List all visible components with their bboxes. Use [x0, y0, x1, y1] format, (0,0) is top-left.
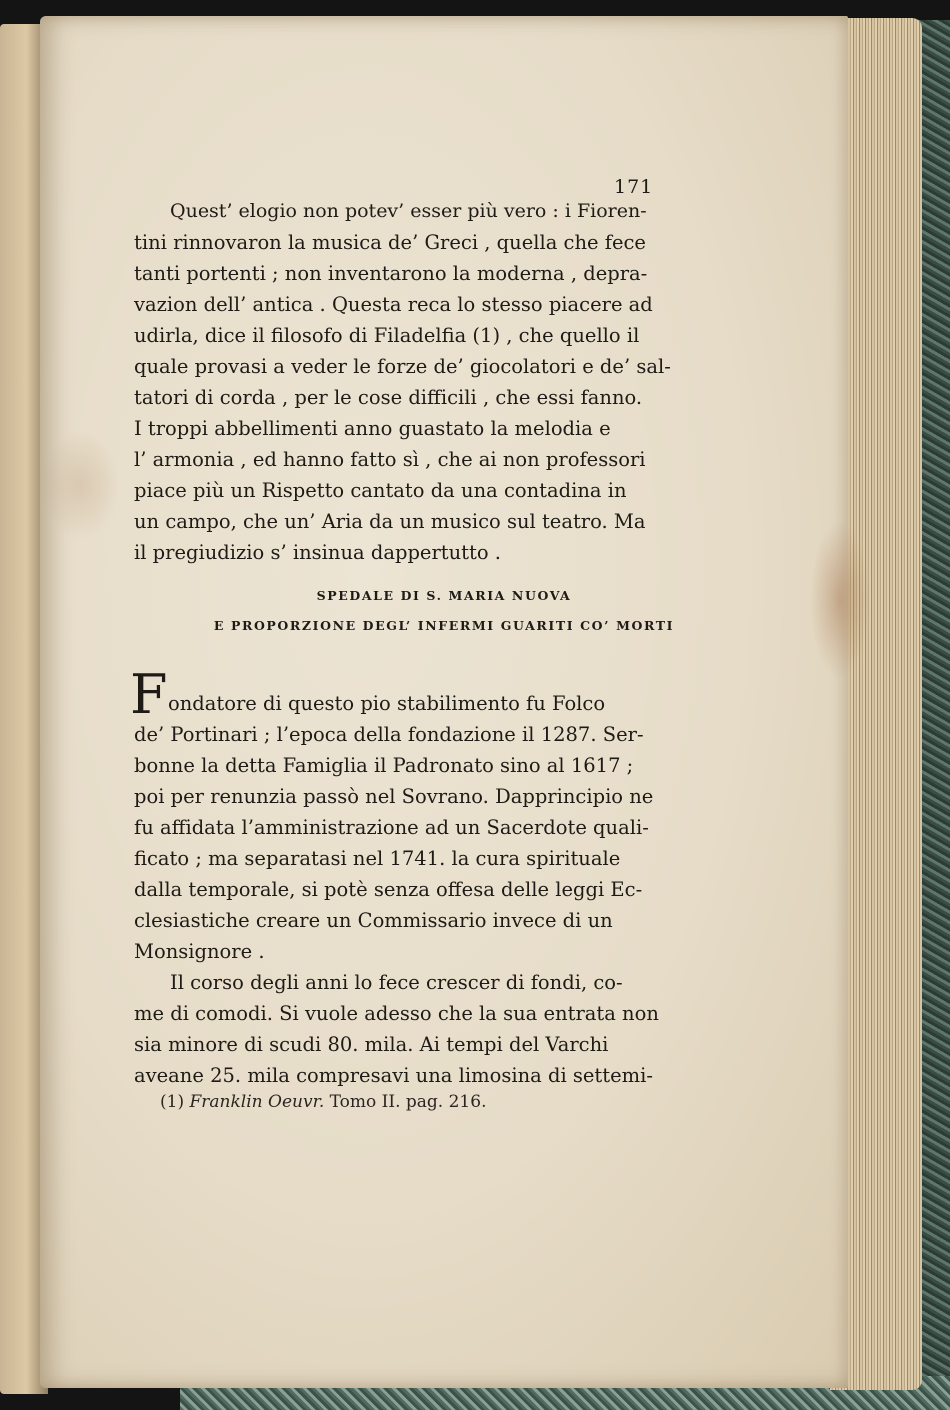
text-line: clesiastiche creare un Commissario invece di un [134, 909, 613, 932]
text-line: sia minore di scudi 80. mila. Ai tempi del Varchi [134, 1033, 609, 1056]
text-line: tanti portenti ; non inventarono la moderna , depra- [134, 262, 648, 285]
text-line: vazion dell’ antica . Questa reca lo stesso piacere ad [134, 293, 653, 316]
footnote [160, 1092, 486, 1112]
page-number: 171 [614, 176, 654, 198]
text-line: tini rinnovaron la musica de’ Greci , quella che fece [134, 231, 646, 254]
text-line: tatori di corda , per le cose difficili , che essi fanno. [134, 386, 643, 409]
section-heading-line-1: SPEDALE DI S. MARIA NUOVA [316, 588, 572, 603]
text-line: aveane 25. mila compresavi una limosina di settemi- [134, 1064, 653, 1087]
text-line: dalla temporale, si potè senza offesa delle leggi Ec- [134, 878, 643, 901]
drop-cap: F [130, 663, 168, 726]
footnote-title: Franklin Oeuvr. [189, 1092, 325, 1112]
text-line: piace più un Rispetto cantato da una contadina in [134, 479, 627, 502]
text-line: l’ armonia , ed hanno fatto sì , che ai non professori [134, 448, 646, 471]
text-line: bonne la detta Famiglia il Padronato sino al 1617 ; [134, 754, 634, 777]
text-line: Monsignore . [134, 940, 265, 963]
footnote-marker: (1) [160, 1092, 185, 1112]
text-line: fu affidata l’amministrazione ad un Sacerdote quali- [134, 816, 649, 839]
text-line: udirla, dice il filosofo di Filadelfia (1) , che quello il [134, 324, 640, 347]
footnote-reference: Tomo II. pag. 216. [329, 1092, 487, 1112]
text-line: I troppi abbellimenti anno guastato la melodia e [134, 417, 611, 440]
text-line: de’ Portinari ; l’epoca della fondazione il 1287. Ser- [134, 723, 644, 746]
text-line: quale provasi a veder le forze de’ giocolatori e de’ sal- [134, 355, 671, 378]
text-line: un campo, che un’ Aria da un musico sul teatro. Ma [134, 510, 646, 533]
text-line: me di comodi. Si vuole adesso che la sua entrata non [134, 1002, 659, 1025]
section-heading-line-2: E PROPORZIONE DEGL’ INFERMI GUARITI CO’ MORTI [213, 618, 675, 633]
text-line: il pregiudizio s’ insinua dappertutto . [134, 541, 501, 564]
text-line: ondatore di questo pio stabilimento fu Folco [168, 692, 606, 715]
text-line: Il corso degli anni lo fece crescer di fondi, co- [170, 971, 623, 994]
text-line: poi per renunzia passò nel Sovrano. Dapprincipio ne [134, 785, 654, 808]
text-line: ficato ; ma separatasi nel 1741. la cura spirituale [134, 847, 621, 870]
text-line: Quest’ elogio non potev’ esser più vero : i Fioren- [170, 200, 647, 222]
foxing-stain [40, 430, 120, 540]
